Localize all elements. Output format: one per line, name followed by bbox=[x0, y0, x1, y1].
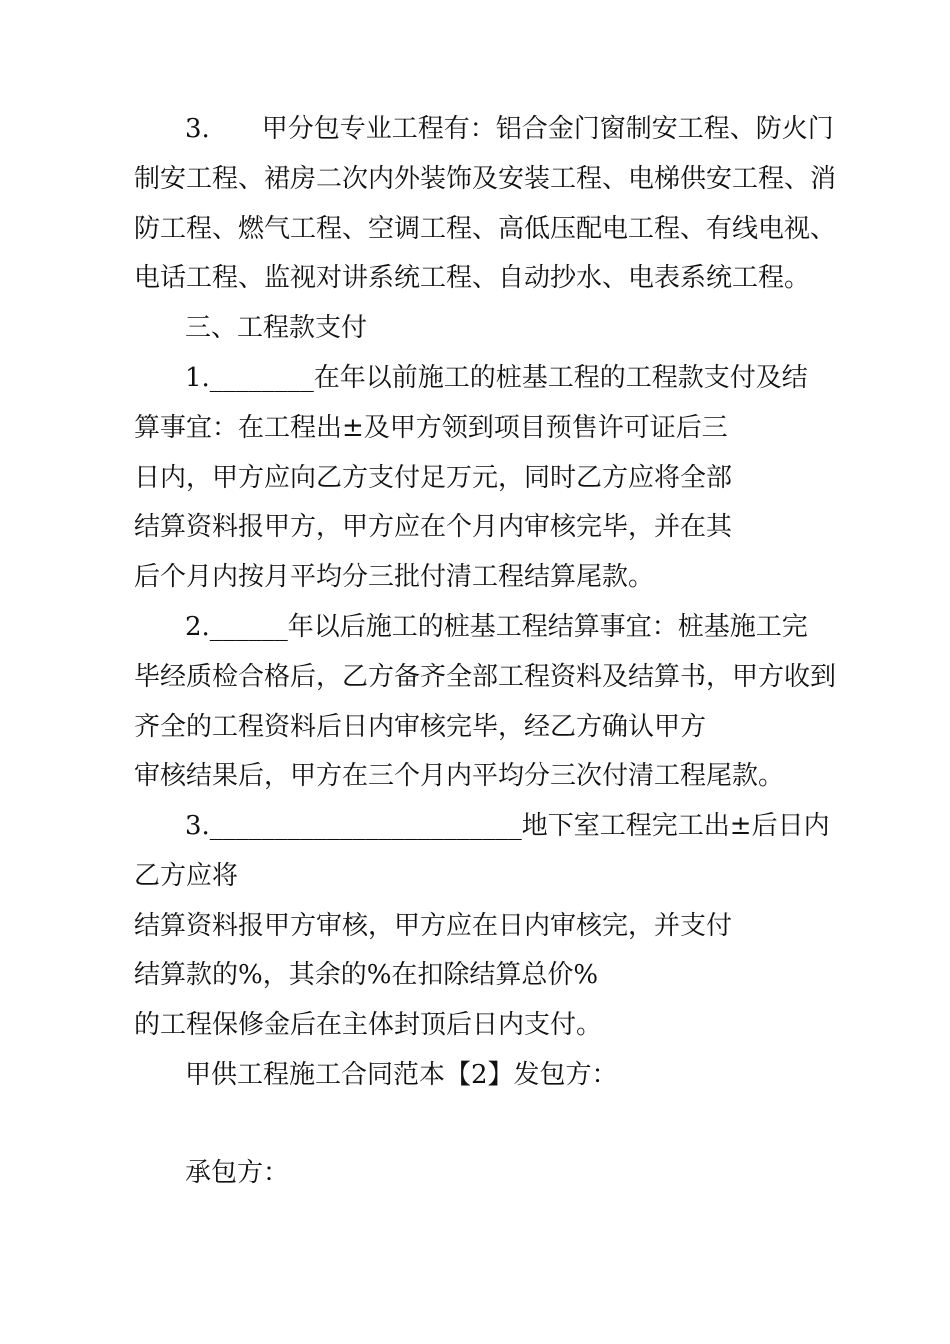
text-line: 审核结果后，甲方在三个月内平均分三次付清工程尾款。 bbox=[134, 761, 785, 791]
section-heading: 三、工程款支付 bbox=[185, 313, 368, 343]
text-line: 齐全的工程资料后日内审核完毕，经乙方确认甲方 bbox=[134, 712, 707, 742]
text-line: 后个月内按月平均分三批付清工程结算尾款。 bbox=[134, 562, 655, 592]
text-line: 的工程保修金后在主体封顶后日内支付。 bbox=[134, 1010, 603, 1040]
contract-title-line: 甲供工程施工合同范本【2】发包方： bbox=[185, 1060, 618, 1090]
text-line: 毕经质检合格后，乙方备齐全部工程资料及结算书，甲方收到 bbox=[134, 662, 837, 692]
text-line: 乙方应将 bbox=[134, 861, 239, 891]
text-line: 算事宜：在工程出±及甲方领到项目预售许可证后三 bbox=[134, 413, 728, 443]
contractor-label: 承包方： bbox=[185, 1158, 290, 1188]
text-line: 结算资料报甲方审核，甲方应在日内审核完，并支付 bbox=[134, 911, 733, 941]
text-line: 3.________________________地下室工程完工出±后日内 bbox=[185, 811, 830, 841]
text-line: 制安工程、裙房二次内外装饰及安装工程、电梯供安工程、消 bbox=[134, 164, 837, 194]
text-line: 日内，甲方应向乙方支付足万元，同时乙方应将全部 bbox=[134, 463, 733, 493]
text-line: 1.________在年以前施工的桩基工程的工程款支付及结 bbox=[185, 363, 808, 393]
text-line: 结算款的%，其余的%在扣除结算总价% bbox=[134, 960, 599, 990]
text-line: 防工程、燃气工程、空调工程、高低压配电工程、有线电视、 bbox=[134, 214, 837, 244]
text-line: 结算资料报甲方，甲方应在个月内审核完毕，并在其 bbox=[134, 512, 733, 542]
text-line: 3. 甲分包专业工程有：铝合金门窗制安工程、防火门 bbox=[185, 114, 834, 144]
text-line: 2.______年以后施工的桩基工程结算事宜：桩基施工完 bbox=[185, 612, 808, 642]
text-line: 电话工程、监视对讲系统工程、自动抄水、电表系统工程。 bbox=[134, 263, 811, 293]
